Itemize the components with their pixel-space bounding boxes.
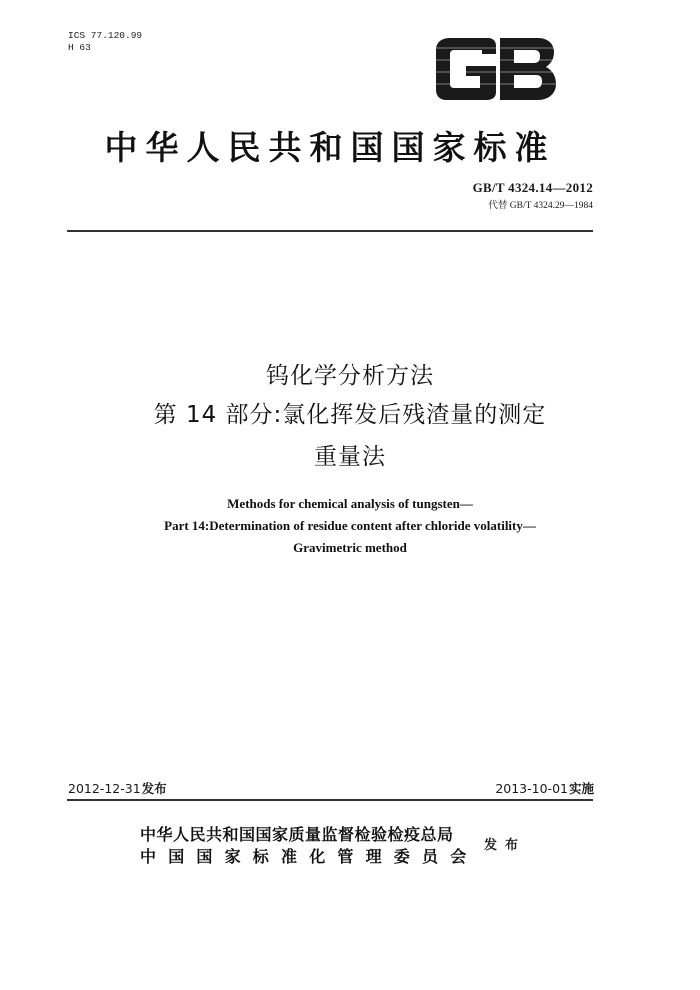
issuer-line2: 中国国家标准化管理委员会 xyxy=(140,847,479,866)
english-title-line1: Methods for chemical analysis of tungsten— xyxy=(227,496,473,511)
chinese-title-line1: 钨化学分析方法 xyxy=(266,363,434,389)
issuer-line1: 中华人民共和国国家质量监督检验检疫总局 xyxy=(140,825,454,844)
issue-date-block xyxy=(68,779,167,797)
issue-date: 2012-12-31 xyxy=(68,781,141,796)
gb-logo-g-shape xyxy=(436,38,496,100)
english-title-line2: Part 14:Determination of residue content after chloride volatility— xyxy=(164,518,536,533)
footer-divider xyxy=(67,799,593,801)
gb-logo xyxy=(430,36,558,102)
replaces-standard: 代替 GB/T 4324.29—1984 xyxy=(488,201,593,211)
ccs-code: H 63 xyxy=(68,42,91,53)
standard-number-block xyxy=(473,180,593,211)
standard-category-title: 中华人民共和国国家标准 xyxy=(104,128,556,167)
gb-logo-b-shape xyxy=(500,38,556,100)
english-title-line3: Gravimetric method xyxy=(293,540,407,555)
classification-codes xyxy=(68,30,142,54)
implement-date: 2013-10-01 xyxy=(495,781,568,796)
ics-code: ICS 77.120.99 xyxy=(68,30,143,41)
chinese-title-line2: 第 14 部分:氯化挥发后残渣量的测定 xyxy=(153,402,547,428)
chinese-title-line3: 重量法 xyxy=(314,444,386,470)
implement-label: 实施 xyxy=(568,781,594,796)
header-divider xyxy=(67,230,593,232)
implement-date-block xyxy=(495,779,594,797)
standard-number: GB/T 4324.14—2012 xyxy=(472,180,593,195)
publish-label: 发布 xyxy=(484,838,527,853)
issue-label: 发布 xyxy=(141,781,167,796)
